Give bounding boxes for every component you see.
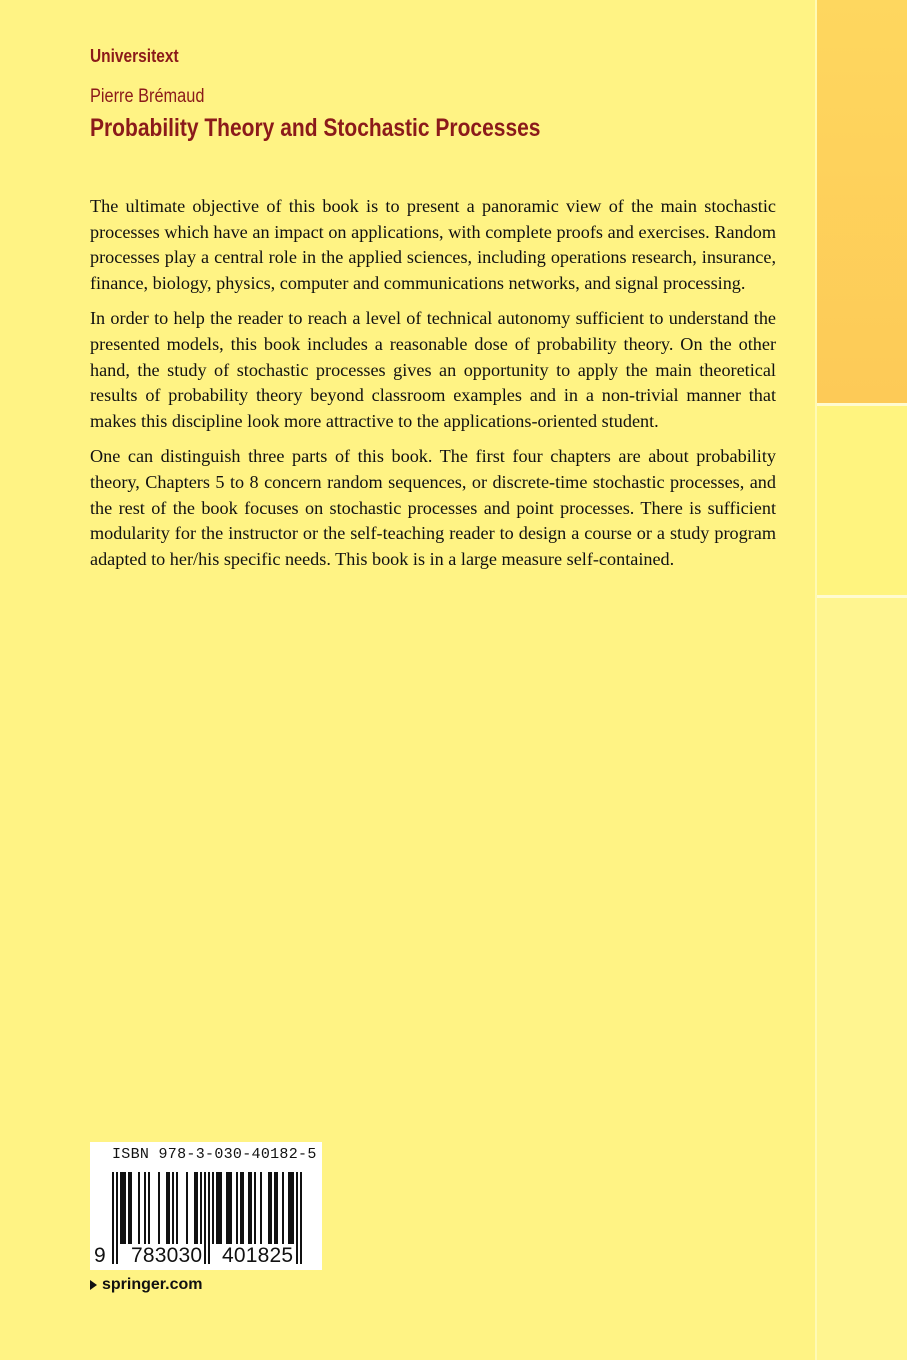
description-paragraph: The ultimate objective of this book is to present a panoramic view of the main stochastic processes which have an impact on applications, with complete proofs and exercises. Random processes play a central role in the applied sciences, including operations research, insurance, finance, biology, physics, computer and communications networks, and signal processing. — [90, 196, 776, 293]
author-name: Pierre Brémaud — [90, 86, 205, 107]
barcode-bar — [282, 1172, 284, 1244]
barcode-digit-first: 9 — [94, 1244, 106, 1267]
book-description — [90, 194, 776, 582]
barcode-bar — [124, 1172, 126, 1244]
barcode-bar — [292, 1172, 294, 1244]
barcode-bar — [122, 1172, 124, 1244]
barcode-bar — [226, 1172, 228, 1244]
barcode-bar — [194, 1172, 196, 1244]
arrow-right-icon — [90, 1280, 97, 1290]
barcode-bar — [290, 1172, 292, 1244]
barcode-bar — [148, 1172, 150, 1244]
barcode-bar — [248, 1172, 250, 1244]
side-strip-light-block — [817, 598, 907, 1360]
barcode-bar — [220, 1172, 222, 1244]
barcode-bar — [130, 1172, 132, 1244]
publisher-link[interactable] — [90, 1276, 202, 1294]
barcode-bar — [218, 1172, 220, 1244]
barcode-digits — [90, 1242, 322, 1267]
barcode-bar — [186, 1172, 188, 1244]
barcode-bar — [158, 1172, 160, 1244]
barcode-bar — [168, 1172, 170, 1244]
barcode-bar — [166, 1172, 168, 1244]
barcode-bar — [196, 1172, 198, 1244]
barcode-bar — [128, 1172, 130, 1244]
barcode-bar — [240, 1172, 242, 1244]
publisher-url: springer.com — [102, 1276, 203, 1293]
side-strip-divider-line — [817, 403, 907, 406]
isbn-label: ISBN 978-3-030-40182-5 — [112, 1146, 317, 1163]
barcode-bar — [144, 1172, 146, 1244]
side-strip-orange-block — [817, 0, 907, 403]
barcode-bar — [172, 1172, 174, 1244]
barcode-bar — [176, 1172, 178, 1244]
description-paragraph: In order to help the reader to reach a level of technical autonomy sufficient to understand the presented models, this book includes a reasonable dose of probability theory. On the other hand, the study of stochastic processes gives an opportunity to apply the main theoretical results of probability theory beyond classroom examples and in a non-trivial manner that makes this discipline look more attractive to the applications-oriented student. — [90, 308, 776, 431]
book-title: Probability Theory and Stochastic Processes — [90, 114, 541, 142]
barcode-bar — [254, 1172, 256, 1244]
barcode-bar — [276, 1172, 278, 1244]
barcode-bar — [228, 1172, 230, 1244]
barcode-bar — [236, 1172, 238, 1244]
barcode-bar — [200, 1172, 202, 1244]
barcode-bar — [216, 1172, 218, 1244]
barcode-bar — [120, 1172, 122, 1244]
barcode-bar — [250, 1172, 252, 1244]
barcode-digit-group-right: 401825 — [222, 1244, 294, 1267]
barcode-bar — [270, 1172, 272, 1244]
barcode-bar — [268, 1172, 270, 1244]
side-color-strip — [817, 0, 907, 1360]
barcode-bar — [212, 1172, 214, 1244]
barcode-bar — [138, 1172, 140, 1244]
barcode-bar — [230, 1172, 232, 1244]
barcode-digit-group-left: 783030 — [131, 1244, 203, 1267]
barcode-bar — [242, 1172, 244, 1244]
isbn-barcode — [90, 1142, 322, 1270]
series-name: Universitext — [90, 46, 179, 66]
barcode-bar — [288, 1172, 290, 1244]
barcode-bar — [274, 1172, 276, 1244]
barcode-bar — [260, 1172, 262, 1244]
description-paragraph: One can distinguish three parts of this book. The first four chapters are about probability theory, Chapters 5 to 8 concern random sequences, or discrete-time stochastic processes, and the rest of the book focuses on stochastic processes and point processes. There is sufficient modularity for the instructor or the self-teaching reader to design a course or a study program adapted to her/his specific needs. This book is in a large measure self-contained. — [90, 446, 776, 569]
